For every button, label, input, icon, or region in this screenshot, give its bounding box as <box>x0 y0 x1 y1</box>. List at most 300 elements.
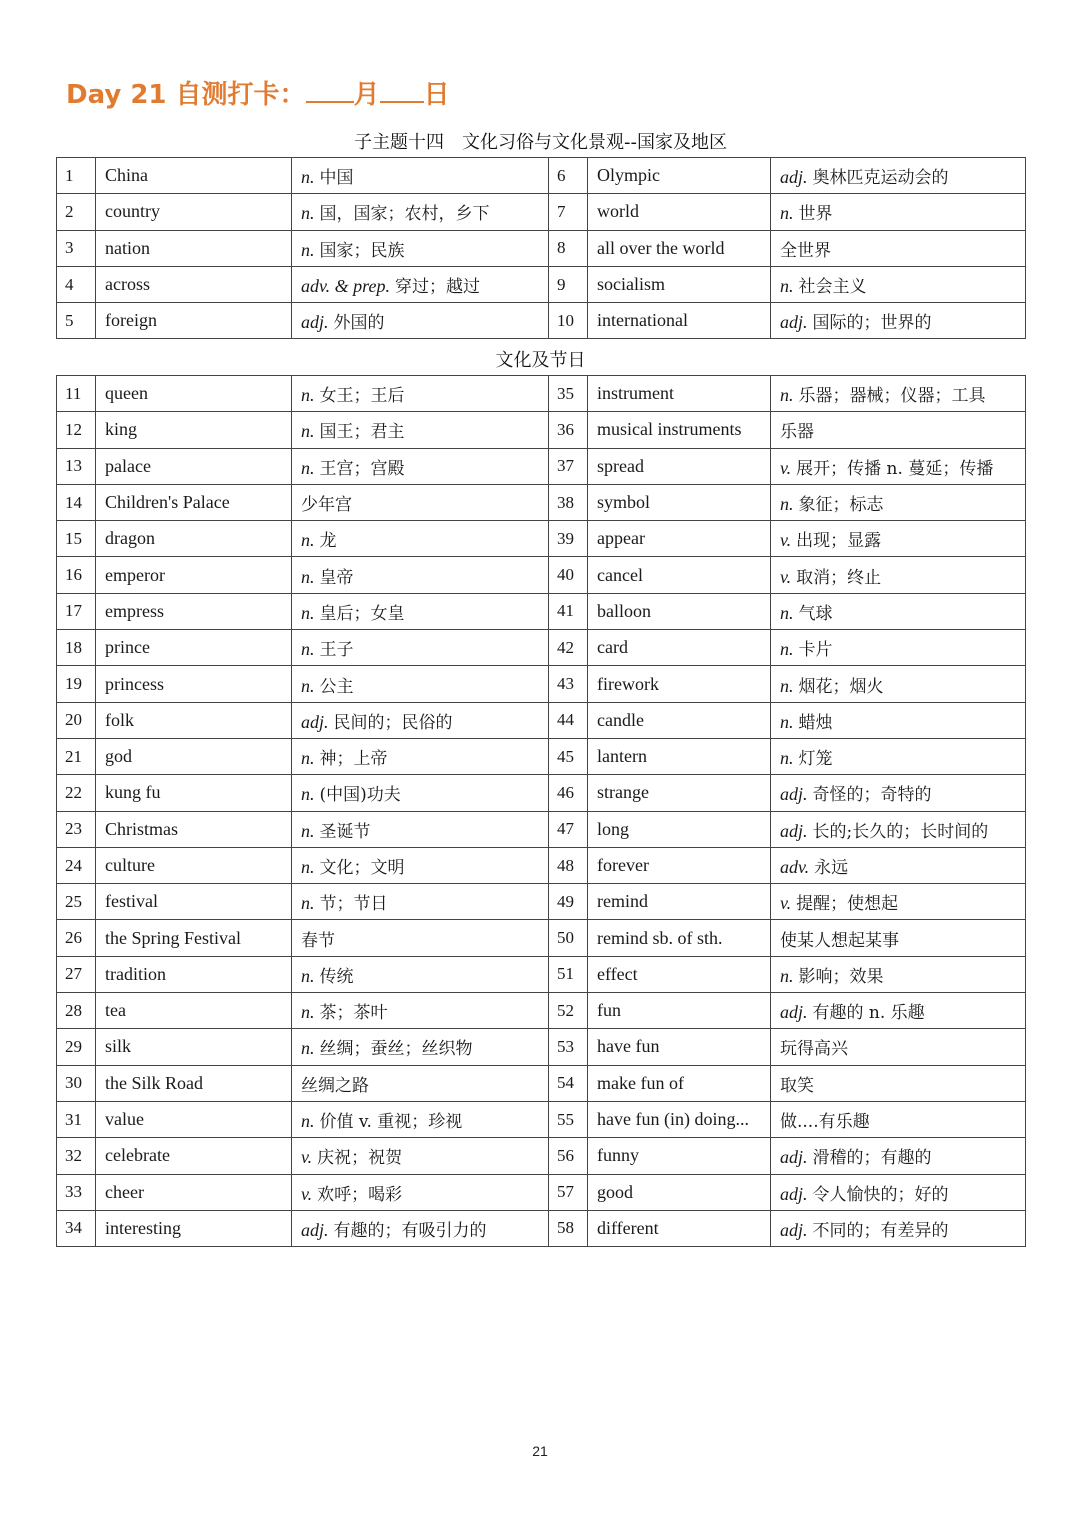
entry-meaning-cell <box>292 448 549 484</box>
entry-number: 19 <box>57 666 96 702</box>
entry-meaning-cell <box>771 303 1026 339</box>
entry-meaning-cell <box>292 775 549 811</box>
table-row <box>57 702 1026 738</box>
part-of-speech: n. <box>301 1111 315 1132</box>
entry-meaning: 穿过；越过 <box>394 277 480 298</box>
table-row <box>57 738 1026 774</box>
part-of-speech: n. <box>780 711 794 732</box>
entry-word: dragon <box>96 521 292 557</box>
table-row <box>57 811 1026 847</box>
entry-meaning-cell <box>292 194 549 230</box>
entry-meaning-cell <box>771 956 1026 992</box>
entry-number: 6 <box>549 158 588 194</box>
entry-word: strange <box>588 775 771 811</box>
entry-meaning-cell <box>292 412 549 448</box>
part-of-speech: adj. <box>780 312 808 333</box>
part-of-speech: n. <box>301 167 315 188</box>
section-title-countries: 子主题十四 文化习俗与文化景观--国家及地区 <box>354 132 727 153</box>
month-blank <box>306 79 354 103</box>
entry-word: across <box>96 266 292 302</box>
entry-word: queen <box>96 376 292 412</box>
entry-number: 35 <box>549 376 588 412</box>
part-of-speech: adj. <box>780 1002 808 1023</box>
entry-meaning-cell <box>771 775 1026 811</box>
entry-meaning-cell <box>771 1029 1026 1065</box>
entry-number: 54 <box>549 1065 588 1101</box>
day-label: 日 <box>423 80 450 110</box>
entry-number: 10 <box>549 303 588 339</box>
part-of-speech: n. <box>301 639 315 660</box>
entry-number: 9 <box>549 266 588 302</box>
entry-number: 40 <box>549 557 588 593</box>
part-of-speech: n. <box>301 675 315 696</box>
table-row <box>57 920 1026 956</box>
part-of-speech: n. <box>301 421 315 442</box>
entry-number: 48 <box>549 847 588 883</box>
table-row <box>57 775 1026 811</box>
entry-number: 55 <box>549 1101 588 1137</box>
part-of-speech: n. <box>301 602 315 623</box>
entry-word: king <box>96 412 292 448</box>
entry-meaning: 滑稽的；有趣的 <box>812 1148 932 1169</box>
entry-number: 32 <box>57 1138 96 1174</box>
entry-meaning-cell <box>771 811 1026 847</box>
entry-meaning: 国际的；世界的 <box>812 313 932 334</box>
part-of-speech: n. <box>301 385 315 406</box>
entry-number: 44 <box>549 702 588 738</box>
entry-word: cheer <box>96 1174 292 1210</box>
entry-meaning: 烟花；烟火 <box>798 676 884 697</box>
page-number: 21 <box>532 1443 548 1459</box>
part-of-speech: n. <box>301 1002 315 1023</box>
entry-word: spread <box>588 448 771 484</box>
entry-meaning: 取消；终止 <box>796 567 882 588</box>
entry-meaning-cell <box>292 1174 549 1210</box>
entry-word: foreign <box>96 303 292 339</box>
entry-number: 17 <box>57 593 96 629</box>
entry-meaning: 民间的；民俗的 <box>333 712 453 733</box>
entry-number: 49 <box>549 884 588 920</box>
entry-word: Olympic <box>588 158 771 194</box>
entry-word: effect <box>588 956 771 992</box>
table-row <box>57 412 1026 448</box>
entry-meaning-cell <box>771 1065 1026 1101</box>
entry-meaning-cell <box>292 993 549 1029</box>
entry-meaning-cell <box>771 993 1026 1029</box>
entry-word: folk <box>96 702 292 738</box>
table-row <box>57 666 1026 702</box>
entry-number: 50 <box>549 920 588 956</box>
part-of-speech: adv. & prep. <box>301 276 390 297</box>
entry-number: 39 <box>549 521 588 557</box>
entry-meaning-cell <box>292 303 549 339</box>
entry-word: forever <box>588 847 771 883</box>
entry-number: 30 <box>57 1065 96 1101</box>
entry-word: symbol <box>588 484 771 520</box>
entry-meaning: 国，国家；农村，乡下 <box>319 204 490 225</box>
title-prefix: Day 21 自测打卡： <box>66 80 306 110</box>
entry-word: remind <box>588 884 771 920</box>
table-row <box>57 158 1026 194</box>
entry-meaning-cell <box>292 630 549 666</box>
entry-meaning: 王子 <box>319 640 354 661</box>
entry-word: international <box>588 303 771 339</box>
entry-meaning-cell <box>292 1210 549 1246</box>
entry-meaning-cell <box>771 593 1026 629</box>
entry-meaning: 展开；传播 n. 蔓延；传播 <box>796 458 994 479</box>
part-of-speech: n. <box>301 893 315 914</box>
part-of-speech: n. <box>780 276 794 297</box>
entry-number: 2 <box>57 194 96 230</box>
entry-meaning-cell <box>771 1210 1026 1246</box>
entry-word: China <box>96 158 292 194</box>
entry-word: palace <box>96 448 292 484</box>
entry-number: 20 <box>57 702 96 738</box>
table-row <box>57 1174 1026 1210</box>
entry-word: festival <box>96 884 292 920</box>
entry-meaning: 令人愉快的；好的 <box>812 1184 949 1205</box>
entry-number: 14 <box>57 484 96 520</box>
entry-word: silk <box>96 1029 292 1065</box>
entry-word: card <box>588 630 771 666</box>
entry-word: the Silk Road <box>96 1065 292 1101</box>
entry-number: 18 <box>57 630 96 666</box>
entry-number: 34 <box>57 1210 96 1246</box>
entry-number: 3 <box>57 230 96 266</box>
entry-meaning: 乐器；器械；仪器；工具 <box>798 386 986 407</box>
entry-word: musical instruments <box>588 412 771 448</box>
section-title-culture: 文化及节日 <box>495 350 586 371</box>
part-of-speech: n. <box>780 748 794 769</box>
part-of-speech: n. <box>301 857 315 877</box>
entry-number: 8 <box>549 230 588 266</box>
entry-meaning: 奇怪的；奇特的 <box>812 785 932 806</box>
entry-word: good <box>588 1174 771 1210</box>
entry-word: have fun (in) doing... <box>588 1101 771 1137</box>
entry-number: 5 <box>57 303 96 339</box>
entry-meaning: 国王；君主 <box>319 422 405 443</box>
part-of-speech: n. <box>780 602 794 623</box>
entry-number: 33 <box>57 1174 96 1210</box>
vocab-table-culture <box>56 375 1026 1247</box>
entry-meaning-cell <box>292 1138 549 1174</box>
entry-meaning-cell <box>771 847 1026 883</box>
entry-number: 41 <box>549 593 588 629</box>
entry-number: 28 <box>57 993 96 1029</box>
entry-meaning: 丝绸之路 <box>301 1075 369 1096</box>
entry-word: instrument <box>588 376 771 412</box>
page-title <box>66 74 450 111</box>
entry-number: 21 <box>57 738 96 774</box>
entry-meaning-cell <box>292 266 549 302</box>
entry-word: kung fu <box>96 775 292 811</box>
day-blank <box>380 79 424 103</box>
entry-meaning-cell <box>292 593 549 629</box>
entry-meaning: 神；上帝 <box>319 749 388 770</box>
entry-number: 12 <box>57 412 96 448</box>
entry-meaning-cell <box>771 884 1026 920</box>
entry-meaning: 出现；显露 <box>796 531 882 552</box>
entry-word: god <box>96 738 292 774</box>
table-row <box>57 847 1026 883</box>
table-row <box>57 1138 1026 1174</box>
entry-meaning: 不同的；有差异的 <box>812 1220 949 1241</box>
table-row <box>57 448 1026 484</box>
entry-meaning: 取笑 <box>780 1075 814 1096</box>
entry-meaning-cell <box>771 1138 1026 1174</box>
entry-meaning: 有趣的 n. 乐趣 <box>812 1003 925 1024</box>
entry-meaning-cell <box>771 738 1026 774</box>
entry-number: 43 <box>549 666 588 702</box>
entry-word: nation <box>96 230 292 266</box>
entry-meaning-cell <box>292 1101 549 1137</box>
entry-meaning-cell <box>771 702 1026 738</box>
entry-number: 23 <box>57 811 96 847</box>
entry-meaning: 公主 <box>319 676 354 697</box>
entry-meaning: 庆祝；祝贺 <box>317 1148 403 1169</box>
part-of-speech: n. <box>301 820 315 841</box>
entry-meaning: 茶；茶叶 <box>319 1003 388 1024</box>
part-of-speech: n. <box>780 675 794 696</box>
table-row <box>57 993 1026 1029</box>
entry-meaning-cell <box>292 738 549 774</box>
table-row <box>57 376 1026 412</box>
entry-word: balloon <box>588 593 771 629</box>
entry-word: interesting <box>96 1210 292 1246</box>
entry-meaning-cell <box>292 158 549 194</box>
part-of-speech: n. <box>780 385 794 406</box>
entry-meaning: 乐器 <box>780 422 814 443</box>
entry-meaning: 做....有乐趣 <box>780 1112 870 1133</box>
entry-number: 56 <box>549 1138 588 1174</box>
entry-number: 47 <box>549 811 588 847</box>
part-of-speech: n. <box>780 494 794 515</box>
entry-number: 57 <box>549 1174 588 1210</box>
entry-meaning-cell <box>771 412 1026 448</box>
entry-meaning-cell <box>292 702 549 738</box>
part-of-speech: n. <box>301 203 315 224</box>
entry-number: 38 <box>549 484 588 520</box>
entry-meaning: 少年宫 <box>301 495 352 516</box>
entry-number: 46 <box>549 775 588 811</box>
entry-word: different <box>588 1210 771 1246</box>
entry-meaning: 全世界 <box>780 240 831 261</box>
entry-number: 22 <box>57 775 96 811</box>
part-of-speech: v. <box>780 566 792 587</box>
entry-number: 45 <box>549 738 588 774</box>
entry-meaning: 使某人想起某事 <box>780 930 899 951</box>
entry-number: 42 <box>549 630 588 666</box>
entry-meaning: 传统 <box>319 966 354 987</box>
month-label: 月 <box>353 80 380 110</box>
table-row <box>57 593 1026 629</box>
entry-number: 27 <box>57 956 96 992</box>
entry-word: world <box>588 194 771 230</box>
vocab-table-countries <box>56 157 1026 339</box>
part-of-speech: adj. <box>780 1147 808 1168</box>
entry-word: make fun of <box>588 1065 771 1101</box>
entry-word: tea <box>96 993 292 1029</box>
entry-word: princess <box>96 666 292 702</box>
entry-meaning-cell <box>771 521 1026 557</box>
entry-word: the Spring Festival <box>96 920 292 956</box>
entry-meaning: 皇后；女皇 <box>319 603 405 624</box>
entry-meaning: 象征；标志 <box>798 495 884 516</box>
entry-number: 4 <box>57 266 96 302</box>
entry-meaning-cell <box>292 484 549 520</box>
entry-word: long <box>588 811 771 847</box>
entry-meaning: 奥林匹克运动会的 <box>812 168 949 189</box>
entry-word: candle <box>588 702 771 738</box>
entry-number: 13 <box>57 448 96 484</box>
entry-word: culture <box>96 847 292 883</box>
entry-meaning-cell <box>771 448 1026 484</box>
table-row <box>57 884 1026 920</box>
entry-meaning: 玩得高兴 <box>780 1039 848 1060</box>
entry-meaning-cell <box>771 230 1026 266</box>
entry-meaning: 皇帝 <box>319 567 354 588</box>
entry-number: 36 <box>549 412 588 448</box>
entry-meaning-cell <box>771 376 1026 412</box>
entry-word: socialism <box>588 266 771 302</box>
entry-meaning: 世界 <box>798 204 833 225</box>
entry-meaning-cell <box>771 194 1026 230</box>
part-of-speech: adj. <box>780 1183 808 1204</box>
entry-word: country <box>96 194 292 230</box>
entry-meaning: 丝绸；蚕丝；丝织物 <box>319 1039 473 1060</box>
table-row <box>57 230 1026 266</box>
entry-meaning: 气球 <box>798 603 833 624</box>
entry-meaning: 灯笼 <box>798 749 833 770</box>
entry-meaning: 蜡烛 <box>798 712 833 733</box>
entry-number: 7 <box>549 194 588 230</box>
entry-meaning-cell <box>292 956 549 992</box>
entry-meaning: 中国 <box>319 168 354 189</box>
entry-meaning: 卡片 <box>798 640 833 661</box>
entry-meaning-cell <box>292 811 549 847</box>
part-of-speech: adj. <box>301 711 329 732</box>
entry-word: Children's Palace <box>96 484 292 520</box>
entry-meaning-cell <box>292 376 549 412</box>
entry-number: 37 <box>549 448 588 484</box>
table-row <box>57 630 1026 666</box>
part-of-speech: v. <box>780 893 792 914</box>
entry-meaning-cell <box>292 557 549 593</box>
entry-meaning: (中国)功夫 <box>319 785 401 806</box>
entry-meaning: 国家；民族 <box>319 240 405 261</box>
part-of-speech: n. <box>780 639 794 660</box>
table-row <box>57 1065 1026 1101</box>
entry-number: 16 <box>57 557 96 593</box>
entry-number: 1 <box>57 158 96 194</box>
entry-meaning: 价值 v. 重视；珍视 <box>319 1112 463 1133</box>
entry-meaning-cell <box>292 230 549 266</box>
entry-number: 24 <box>57 847 96 883</box>
entry-meaning: 圣诞节 <box>319 821 371 842</box>
entry-meaning-cell <box>292 920 549 956</box>
entry-meaning: 节；节日 <box>319 894 388 915</box>
entry-meaning-cell <box>292 884 549 920</box>
part-of-speech: n. <box>301 965 315 986</box>
part-of-speech: adj. <box>780 784 808 805</box>
entry-meaning: 文化；文明 <box>319 858 405 878</box>
entry-word: lantern <box>588 738 771 774</box>
entry-meaning: 有趣的；有吸引力的 <box>333 1220 487 1241</box>
table-row <box>57 1101 1026 1137</box>
entry-meaning-cell <box>771 484 1026 520</box>
entry-meaning-cell <box>771 1101 1026 1137</box>
entry-meaning: 影响；效果 <box>798 966 884 987</box>
entry-meaning: 龙 <box>319 531 337 552</box>
entry-meaning: 欢呼；喝彩 <box>317 1184 403 1205</box>
part-of-speech: n. <box>301 1038 315 1059</box>
entry-number: 31 <box>57 1101 96 1137</box>
entry-word: value <box>96 1101 292 1137</box>
entry-meaning: 王宫；宫殿 <box>319 458 405 479</box>
entry-word: celebrate <box>96 1138 292 1174</box>
entry-number: 26 <box>57 920 96 956</box>
entry-number: 51 <box>549 956 588 992</box>
entry-meaning: 提醒；使想起 <box>796 894 899 915</box>
entry-number: 29 <box>57 1029 96 1065</box>
entry-number: 52 <box>549 993 588 1029</box>
entry-meaning: 外国的 <box>333 313 385 334</box>
entry-meaning-cell <box>771 920 1026 956</box>
table-row <box>57 303 1026 339</box>
entry-number: 58 <box>549 1210 588 1246</box>
table-row <box>57 1210 1026 1246</box>
part-of-speech: n. <box>301 239 315 260</box>
entry-number: 15 <box>57 521 96 557</box>
part-of-speech: adj. <box>780 167 808 188</box>
part-of-speech: n. <box>780 203 794 224</box>
entry-word: remind sb. of sth. <box>588 920 771 956</box>
entry-word: tradition <box>96 956 292 992</box>
part-of-speech: v. <box>301 1147 313 1168</box>
part-of-speech: n. <box>301 566 315 587</box>
entry-word: Christmas <box>96 811 292 847</box>
part-of-speech: adj. <box>301 1219 329 1240</box>
entry-meaning: 社会主义 <box>798 277 867 298</box>
part-of-speech: n. <box>301 748 315 769</box>
entry-number: 25 <box>57 884 96 920</box>
entry-meaning-cell <box>292 1065 549 1101</box>
part-of-speech: adj. <box>301 312 329 333</box>
entry-word: appear <box>588 521 771 557</box>
part-of-speech: v. <box>301 1183 313 1204</box>
entry-word: fun <box>588 993 771 1029</box>
entry-meaning-cell <box>292 847 549 883</box>
entry-meaning-cell <box>292 521 549 557</box>
table-row <box>57 1029 1026 1065</box>
entry-meaning-cell <box>771 630 1026 666</box>
entry-word: funny <box>588 1138 771 1174</box>
entry-meaning-cell <box>771 666 1026 702</box>
table-row <box>57 557 1026 593</box>
table-row <box>57 194 1026 230</box>
entry-meaning-cell <box>771 266 1026 302</box>
entry-word: emperor <box>96 557 292 593</box>
table-row <box>57 484 1026 520</box>
part-of-speech: n. <box>301 784 315 805</box>
entry-meaning-cell <box>771 1174 1026 1210</box>
entry-number: 53 <box>549 1029 588 1065</box>
part-of-speech: adv. <box>780 857 810 877</box>
entry-number: 11 <box>57 376 96 412</box>
part-of-speech: n. <box>301 530 315 551</box>
entry-meaning-cell <box>292 1029 549 1065</box>
part-of-speech: v. <box>780 457 792 478</box>
